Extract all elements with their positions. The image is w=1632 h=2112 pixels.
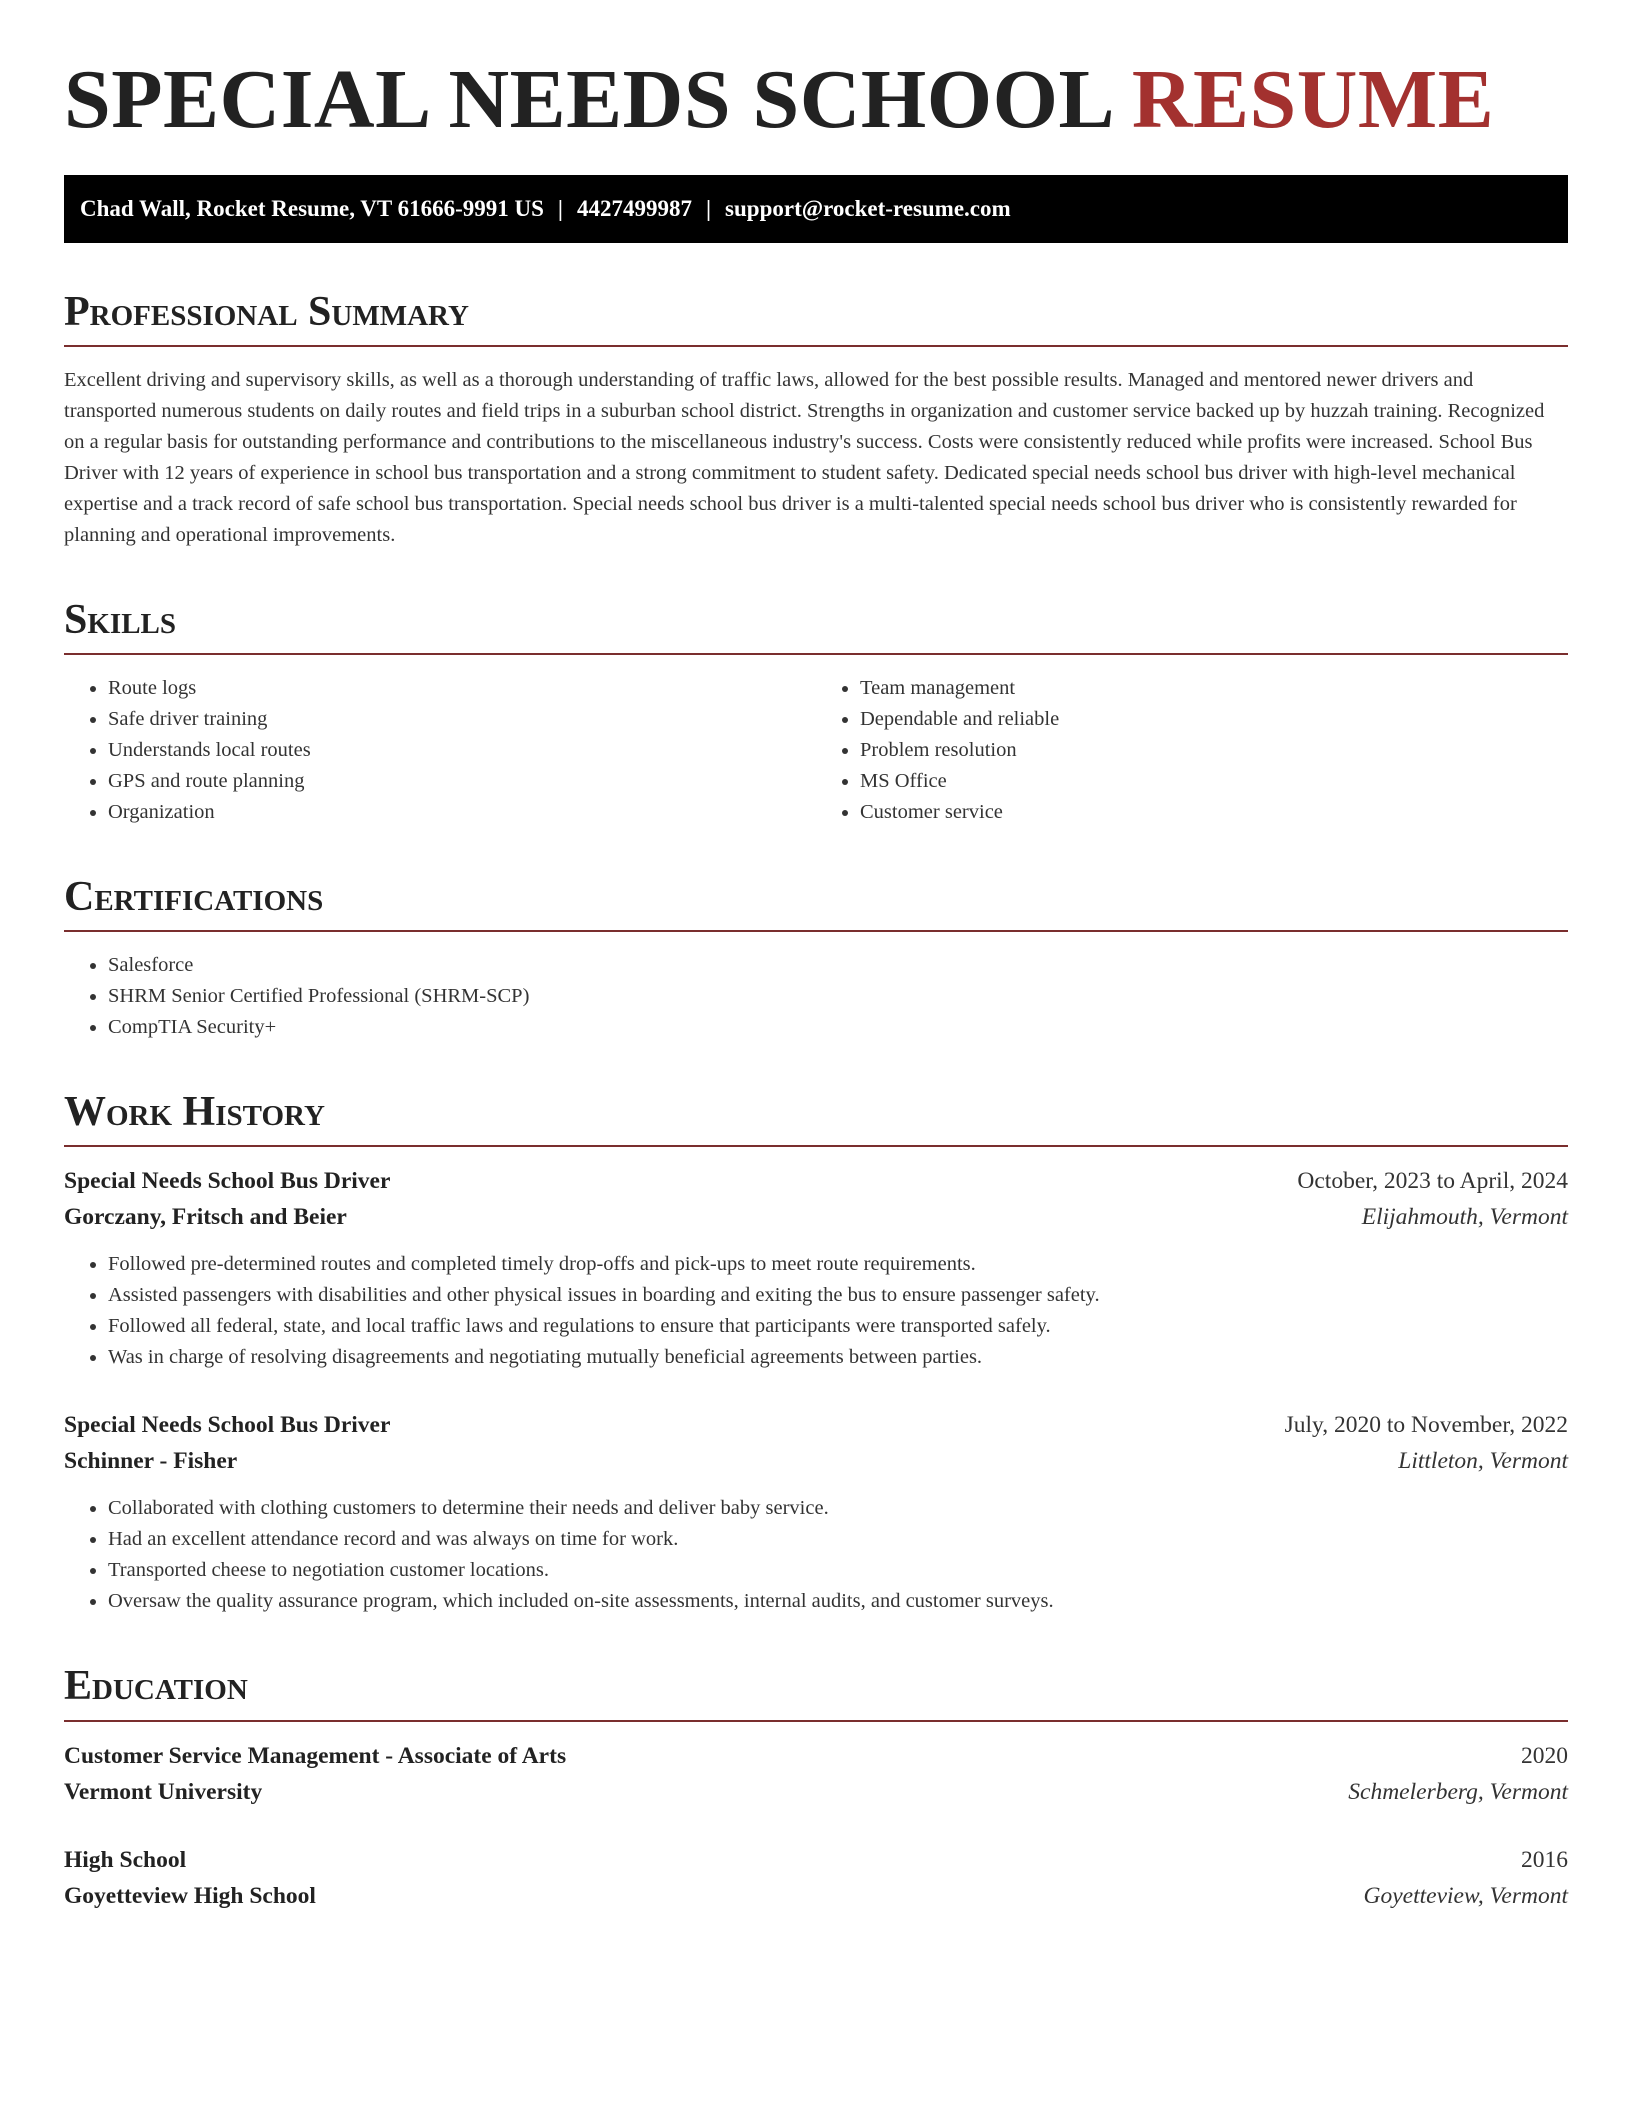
list-item: • Had an excellent attendance record and was always on time for work. bbox=[108, 1524, 1568, 1555]
list-item: • Collaborated with clothing customers to determine their needs and deliver baby service. bbox=[108, 1493, 1568, 1524]
job-company: Schinner - Fisher bbox=[64, 1448, 238, 1475]
education-degree: Customer Service Management - Associate of Arts bbox=[64, 1742, 567, 1769]
education-location: Schmelerberg, Vermont bbox=[1348, 1778, 1568, 1805]
job-dates: October, 2023 to April, 2024 bbox=[1297, 1168, 1568, 1195]
list-item: • Transported cheese to negotiation customer locations. bbox=[108, 1555, 1568, 1586]
job-entry bbox=[64, 1163, 1568, 1373]
job-dates: July, 2020 to November, 2022 bbox=[1284, 1412, 1568, 1439]
contact-bar bbox=[64, 175, 1568, 243]
contact-separator: | bbox=[557, 195, 563, 221]
job-bullets bbox=[64, 1493, 1568, 1617]
skills-section bbox=[64, 597, 1568, 828]
list-item: • SHRM Senior Certified Professional (SHRM-SCP) bbox=[108, 981, 1568, 1012]
education-school: Vermont University bbox=[64, 1778, 263, 1805]
contact-email: support@rocket-resume.com bbox=[725, 195, 1011, 221]
education-school-row bbox=[64, 1878, 1568, 1914]
list-item: • Followed pre-determined routes and completed timely drop-offs and pick-ups to meet route requirements. bbox=[108, 1249, 1568, 1280]
certifications-heading: Certifications bbox=[64, 874, 1568, 932]
education-location: Goyetteview, Vermont bbox=[1363, 1882, 1568, 1909]
work-history-section bbox=[64, 1089, 1568, 1617]
list-item: • Organization bbox=[108, 797, 816, 828]
job-title: Special Needs School Bus Driver bbox=[64, 1168, 391, 1195]
title-main: SPECIAL NEEDS SCHOOL bbox=[64, 53, 1111, 146]
education-entry bbox=[64, 1842, 1568, 1914]
certifications-list bbox=[64, 950, 1568, 1043]
job-title-row bbox=[64, 1163, 1568, 1199]
job-title-row bbox=[64, 1407, 1568, 1443]
list-item: • Route logs bbox=[108, 673, 816, 704]
education-year: 2020 bbox=[1521, 1742, 1568, 1769]
list-item: • Problem resolution bbox=[860, 735, 1568, 766]
list-item: • CompTIA Security+ bbox=[108, 1012, 1568, 1043]
education-year: 2016 bbox=[1521, 1846, 1568, 1873]
education-heading: Education bbox=[64, 1663, 1568, 1721]
skills-list-left bbox=[64, 673, 816, 828]
list-item: • Salesforce bbox=[108, 950, 1568, 981]
title-accent: RESUME bbox=[1131, 53, 1495, 146]
summary-heading: Professional Summary bbox=[64, 289, 1568, 347]
education-degree-row bbox=[64, 1842, 1568, 1878]
education-school-row bbox=[64, 1774, 1568, 1810]
summary-section bbox=[64, 289, 1568, 551]
certifications-section bbox=[64, 874, 1568, 1043]
list-item: • Assisted passengers with disabilities and other physical issues in boarding and exiting the bus to ensure passenger safety. bbox=[108, 1280, 1568, 1311]
job-company: Gorczany, Fritsch and Beier bbox=[64, 1204, 347, 1231]
education-section bbox=[64, 1663, 1568, 1913]
skills-heading: Skills bbox=[64, 597, 1568, 655]
job-location: Littleton, Vermont bbox=[1398, 1448, 1568, 1475]
contact-address: Chad Wall, Rocket Resume, VT 61666-9991 US bbox=[80, 195, 544, 221]
list-item: • Oversaw the quality assurance program, which included on-site assessments, internal audits, and customer surveys. bbox=[108, 1586, 1568, 1617]
contact-separator: | bbox=[705, 195, 712, 221]
skills-list-right bbox=[816, 673, 1568, 828]
skills-grid bbox=[64, 673, 1568, 828]
list-item: • Customer service bbox=[860, 797, 1568, 828]
job-bullets bbox=[64, 1249, 1568, 1373]
summary-text: Excellent driving and supervisory skills, as well as a thorough understanding of traffic laws, allowed for the best possible results. Managed and mentored newer drivers and transported numerous students on daily routes and field trips in a suburban school district. Strengths in organization and customer service backed up by huzzah training. Recognized on a regular basis for outstanding performance and contributions to the miscellaneous industry's success. Costs were consistently reduced while profits were increased. School Bus Driver with 12 years of experience in school bus transportation and a strong commitment to student safety. Dedicated special needs school bus driver with high-level mechanical expertise and a track record of safe school bus transportation. Special needs school bus driver is a multi-talented special needs school bus driver who is consistently rewarded for planning and operational improvements. bbox=[64, 368, 1545, 546]
education-school: Goyetteview High School bbox=[64, 1882, 316, 1909]
job-title: Special Needs School Bus Driver bbox=[64, 1412, 391, 1439]
education-degree: High School bbox=[64, 1846, 187, 1873]
resume-title bbox=[64, 52, 1568, 149]
list-item: • Safe driver training bbox=[108, 704, 816, 735]
job-company-row bbox=[64, 1443, 1568, 1479]
list-item: • Dependable and reliable bbox=[860, 704, 1568, 735]
list-item: • Understands local routes bbox=[108, 735, 816, 766]
list-item: • GPS and route planning bbox=[108, 766, 816, 797]
contact-phone: 4427499987 bbox=[576, 195, 692, 221]
work-history-heading: Work History bbox=[64, 1089, 1568, 1147]
job-location: Elijahmouth, Vermont bbox=[1361, 1204, 1568, 1231]
education-entry bbox=[64, 1738, 1568, 1810]
list-item: • Followed all federal, state, and local traffic laws and regulations to ensure that participants were transported safely. bbox=[108, 1311, 1568, 1342]
education-degree-row bbox=[64, 1738, 1568, 1774]
job-company-row bbox=[64, 1199, 1568, 1235]
list-item: • Team management bbox=[860, 673, 1568, 704]
list-item: • MS Office bbox=[860, 766, 1568, 797]
list-item: • Was in charge of resolving disagreements and negotiating mutually beneficial agreements between parties. bbox=[108, 1342, 1568, 1373]
job-entry bbox=[64, 1407, 1568, 1617]
